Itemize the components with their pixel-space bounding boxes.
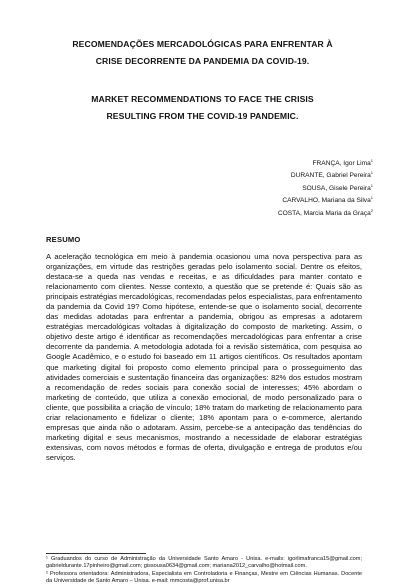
footnote-1: ¹ Graduandos do curso de Administração da Universidade Santo Amaro - Unisa. e-mails: igorlimafranca15@gmail.com; gabrieldurante.17pinheiro@gmail.com; gissousa0634@gmail.com; mariana2012_carvalho@hotmail.com.: [46, 556, 362, 570]
title-pt-line-2: CRISE DECORRENTE DA PANDEMIA DA COVID-19.: [95, 56, 310, 66]
author-affiliation-mark: 1: [370, 157, 373, 163]
author-4: [278, 195, 373, 207]
author-name: SOUSA, Gisele Pereira: [302, 184, 371, 192]
title-en-line-2: RESULTING FROM THE COVID-19 PANDEMIC.: [106, 111, 299, 121]
author-affiliation-mark: 1: [370, 170, 373, 176]
footnotes: [46, 556, 362, 586]
author-affiliation-mark: 2: [370, 207, 373, 213]
abstract-heading: RESUMO: [46, 235, 81, 244]
author-5: [278, 208, 373, 220]
author-name: FRANÇA, Igor Lima: [312, 160, 371, 167]
footnote-divider: [46, 553, 146, 554]
title-pt-line-1: RECOMENDAÇÕES MERCADOLÓGICAS PARA ENFRENTAR À: [72, 39, 333, 49]
author-list: [278, 158, 373, 220]
title-english: [30, 91, 375, 125]
author-3: [278, 183, 373, 195]
author-affiliation-mark: 1: [370, 195, 373, 201]
title-en-line-1: MARKET RECOMMENDATIONS TO FACE THE CRISIS: [91, 94, 314, 104]
abstract-text: A aceleração tecnológica em meio à pandemia ocasionou uma nova perspectiva para as organizações, em virtude das restrições geradas pelo isolamento social. Dentre os efeitos, destaca-se a queda nas vendas e receitas, e as dificuldades para manter contato e relacionamento com clientes. Nesse contexto, a questão que se pretende é: Quais são as principais estratégias mercadológicas, recomendadas pelos especialistas, para enfrentamento da pandemia da Covid 19? Como hipótese, entende-se que o isolamento social, decorrente das medidas adotadas para enfrentar a pandemia, obrigou as empresas a adotarem estratégias mercadológicas voltadas à digitalização do composto de marketing. Assim, o objetivo deste artigo é identificar as recomendações mercadológicas para enfrentar a crise decorrente da pandemia. A metodologia adotada foi a revisão sistemática, com pesquisa ao Google Acadêmico, e o estudo foi baseado em 11 artigos científicos. Os resultados apontam que marketing digital foi proposto como elemento principal para o prosseguimento das atividades comerciais e sustentação financeira das organizações: 82% dos estudos mostram a recomendação de redes sociais para conexão social de interesses; 45% abordam o marketing de conteúdo, que utiliza a conexão emocional, de modo personalizado para o cliente, que possibilita a criação de vínculo; 18% tratam do marketing de relacionamento para criar relacionamento e fidelizar o cliente; 18% apontam para o e-commerce, alertando empresas que ainda não o adotaram. Assim, percebe-se a antecipação das tendências do marketing digital e seus mecanismos, mostrando a necessidade de elaborar estratégias extensivas, com novos métodos e formas de oferta, divulgação e entrega de produtos e/ou serviços.: [46, 252, 362, 462]
author-2: [278, 170, 373, 182]
author-name: DURANTE, Gabriel Pereira: [290, 172, 371, 180]
author-name: CARVALHO, Mariana da Silva: [282, 197, 371, 205]
author-1: [278, 158, 373, 170]
footnote-2: ² Professora orientadora: Administradora, Especialista em Controladoria e Finanças, Mestre em Ciências Humanas. Docente da Universidade de Santo Amaro – Unisa. e-mail: mmcosta@prof.unisa.br: [46, 570, 362, 585]
author-affiliation-mark: 1: [370, 182, 373, 188]
author-name: COSTA, Marcia Maria da Graça: [277, 209, 371, 217]
title-portuguese: [30, 36, 375, 70]
